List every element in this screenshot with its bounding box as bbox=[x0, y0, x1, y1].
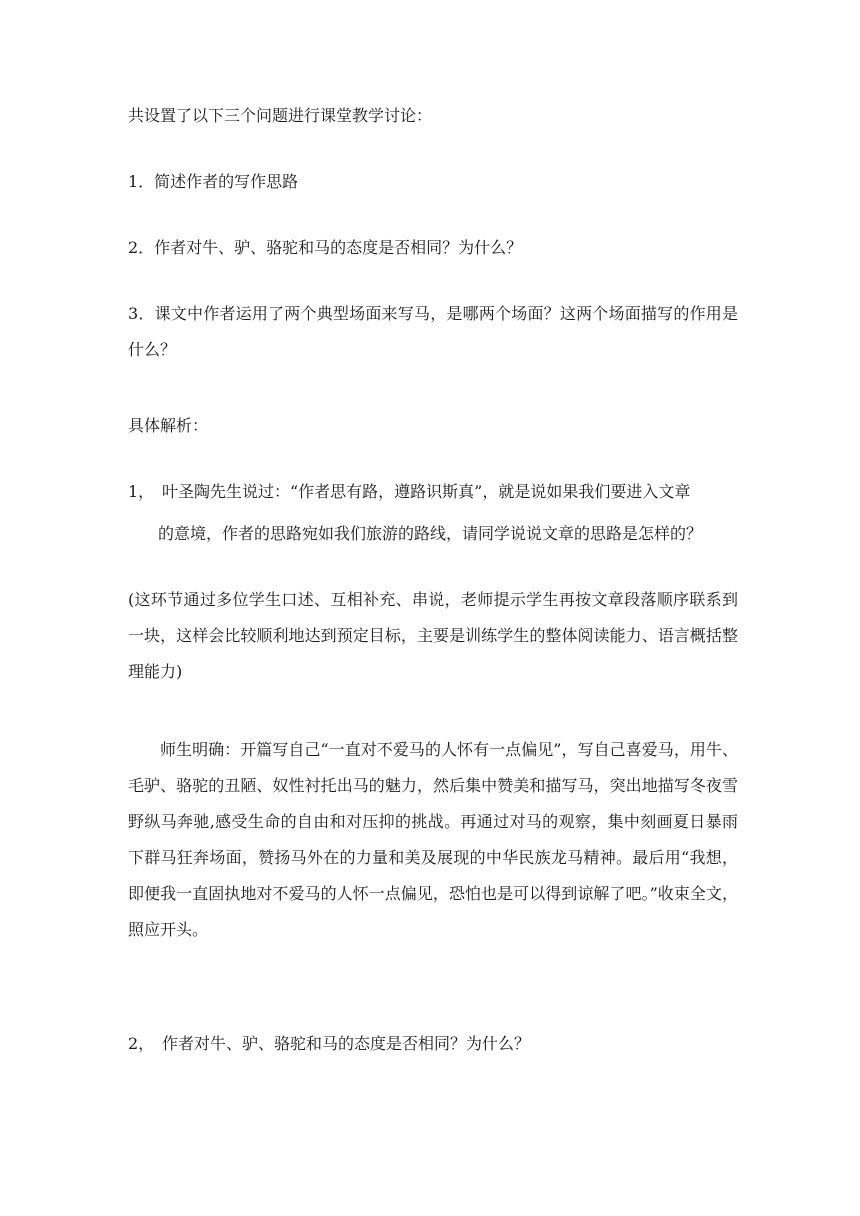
question-2: 2．作者对牛、驴、骆驼和马的态度是否相同？为什么？ bbox=[128, 238, 523, 257]
question-3: 3．课文中作者运用了两个典型场面来写马，是哪两个场面？这两个场面描写的作用是什么？ bbox=[128, 304, 738, 359]
item-2-number: 2， bbox=[128, 1034, 155, 1053]
item-2-text: 作者对牛、驴、骆驼和马的态度是否相同？为什么？ bbox=[162, 1034, 531, 1053]
question-1: 1．简述作者的写作思路 bbox=[128, 172, 299, 191]
note-paragraph: (这环节通过多位学生口述、互相补充、串说，老师提示学生再按文章段落顺序联系到一块，这样会比较顺利地达到预定目标，主要是训练学生的整体阅读能力、语言概括整理能力) bbox=[128, 590, 738, 681]
analysis-heading: 具体解析： bbox=[128, 416, 209, 435]
item-1-number: 1， bbox=[128, 482, 155, 501]
answer-paragraph: 师生明确：开篇写自己“一直对不爱马的人怀有一点偏见”，写自己喜爱马，用牛、毛驴、骆驼的丑陋、奴性衬托出马的魅力，然后集中赞美和描写马，突出地描写冬夜雪野纵马奔驰,感受生命的自由和对压抑的挑战。再通过对马的观察，集中刻画夏日暴雨下群马狂奔场面，赞扬马外在的力量和美及展现的中华民族龙马精神。最后用“我想，即便我一直固执地对不爱马的人怀一点偏见，恐怕也是可以得到谅解了吧。”收束全文，照应开头。 bbox=[128, 740, 738, 939]
intro-paragraph: 共设置了以下三个问题进行课堂教学讨论： bbox=[128, 106, 433, 125]
item-1-line-1: 叶圣陶先生说过：“作者思有路，遵路识斯真”，就是说如果我们要进入文章 bbox=[162, 482, 691, 501]
item-1-line-2: 的意境，作者的思路宛如我们旅游的路线，请同学说说文章的思路是怎样的？ bbox=[158, 524, 703, 543]
